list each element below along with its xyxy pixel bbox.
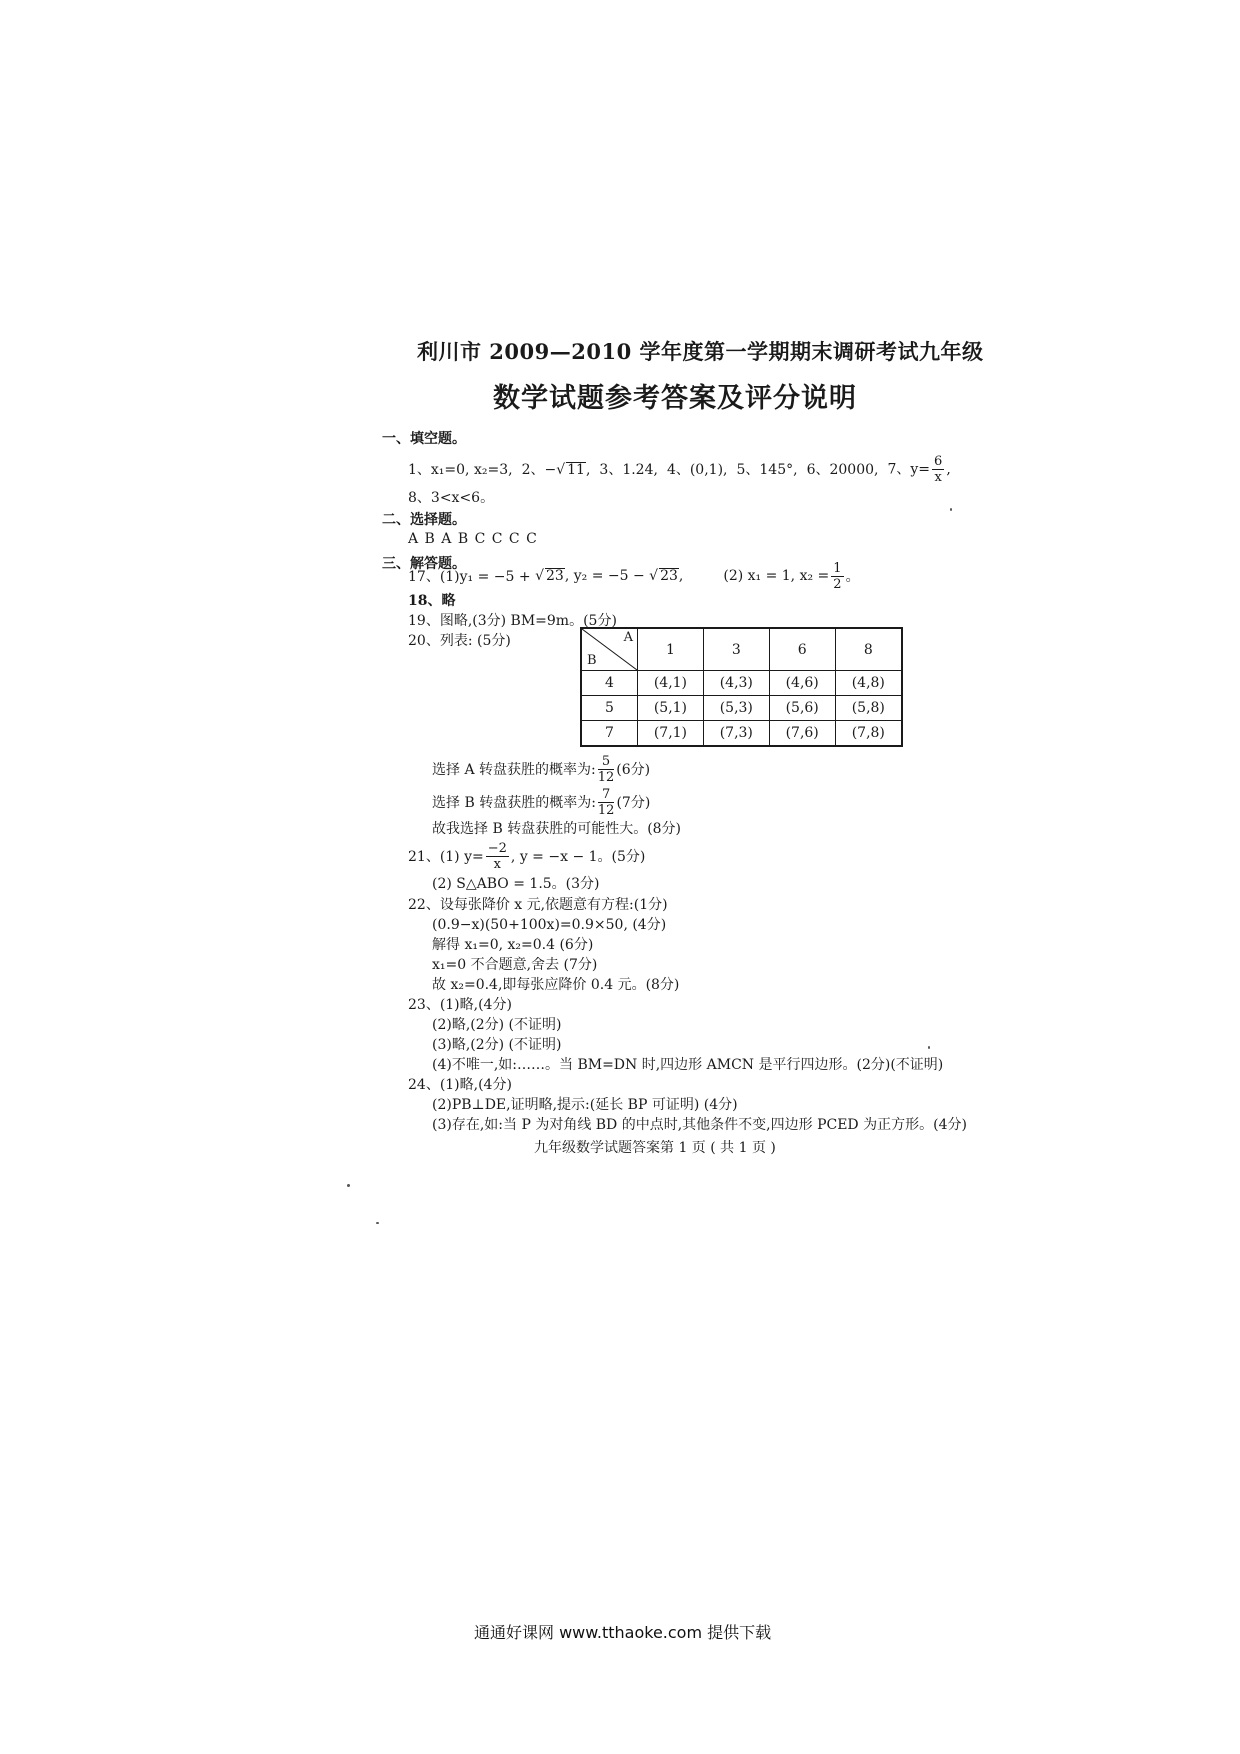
q22-line-5: 故 x₂=0.4,即每张应降价 0.4 元。(8分): [432, 977, 680, 993]
scan-speck: [347, 1184, 350, 1187]
corner-label-a: A: [623, 630, 633, 645]
answer-5: 5、145°,: [736, 462, 798, 478]
column-header: 8: [835, 628, 902, 671]
q23-line-3: (3)略,(2分) (不证明): [432, 1037, 562, 1053]
table-cell: (4,3): [703, 671, 769, 696]
table-cell: (5,1): [638, 696, 704, 721]
title-line-2: 数学试题参考答案及评分说明: [493, 383, 857, 414]
table-corner-cell: [581, 628, 638, 671]
corner-label-b: B: [587, 653, 597, 668]
row-header: 5: [581, 696, 638, 721]
q23-line-2: (2)略,(2分) (不证明): [432, 1017, 562, 1033]
outcome-table: [580, 627, 903, 747]
column-header: 6: [769, 628, 835, 671]
multiple-choice-answers: A B A B C C C C: [408, 531, 538, 547]
q22-line-3: 解得 x₁=0, x₂=0.4 (6分): [432, 937, 594, 953]
q21-part-1: 21、(1) y= $\frac{-2}{x}$ , y = −x − 1。(5分): [408, 840, 646, 872]
q23-line-1: 23、(1)略,(4分): [408, 997, 512, 1013]
table-cell: (7,8): [835, 721, 902, 747]
q23-line-4: (4)不唯一,如:……。当 BM=DN 时,四边形 AMCN 是平行四边形。(2分)(不证明): [432, 1057, 944, 1073]
section-3-heading: 三、解答题。: [382, 556, 466, 572]
answer-1: 1、x₁=0, x₂=3,: [408, 462, 513, 478]
fraction: $\frac{7}{12}$: [597, 786, 615, 818]
q20-conclusion: 故我选择 B 转盘获胜的可能性大。(8分): [432, 821, 682, 837]
q21-part-2: (2) S△ABO = 1.5。(3分): [432, 876, 600, 892]
q22-line-1: 22、设每张降价 x 元,依题意有方程:(1分): [408, 897, 668, 913]
fraction: $\frac{5}{12}$: [597, 753, 615, 785]
q17-answer: 17、(1)y₁ = −5 + √ 23 , y₂ = −5 − √ 23 , (2) x₁ = 1, x₂ = $\frac{1}{2}$ 。: [408, 560, 860, 592]
table-cell: (4,6): [769, 671, 835, 696]
table-cell: (5,3): [703, 696, 769, 721]
table-cell: (7,1): [638, 721, 704, 747]
fraction: $\frac{-2}{x}$: [487, 840, 507, 872]
q20-heading: 20、列表: (5分): [408, 633, 511, 649]
section-1-heading: 一、填空题。: [382, 431, 466, 447]
answer-2: 2、−√ 11,: [521, 462, 591, 478]
q19-answer: 19、图略,(3分) BM=9m。(5分): [408, 613, 617, 629]
table-cell: (7,6): [769, 721, 835, 747]
table-row: [581, 671, 902, 696]
fraction: $\frac{1}{2}$: [833, 560, 842, 592]
q20-probability-b: 选择 B 转盘获胜的概率为: $\frac{7}{12}$ (7分): [432, 786, 651, 818]
page-footer: 九年级数学试题答案第 1 页 ( 共 1 页 ): [534, 1140, 776, 1156]
table-cell: (7,3): [703, 721, 769, 747]
answer-4: 4、(0,1),: [666, 462, 728, 478]
q18-answer: 18、略: [408, 593, 456, 609]
answer-8: 8、3<x<6。: [408, 490, 495, 506]
table-row: [581, 721, 902, 747]
q24-line-3: (3)存在,如:当 P 为对角线 BD 的中点时,其他条件不变,四边形 PCED 为正方形。(4分): [432, 1117, 967, 1133]
answer-7: 7、y= $\frac{6}{x}$ ,: [887, 453, 951, 485]
site-footer: 通通好课网 www.tthaoke.com 提供下载: [474, 1623, 772, 1642]
table-cell: (5,8): [835, 696, 902, 721]
scan-speck: [950, 508, 952, 511]
fraction: $\frac{6}{x}$: [934, 453, 943, 485]
fill-in-answers-line-1: [408, 451, 951, 487]
table-row: [581, 696, 902, 721]
table-cell: (4,1): [638, 671, 704, 696]
answer-3: 3、1.24,: [599, 462, 658, 478]
table-cell: (5,6): [769, 696, 835, 721]
q22-line-2: (0.9−x)(50+100x)=0.9×50, (4分): [432, 917, 667, 933]
title-line-1: 利川市 2009—2010 学年度第一学期期末调研考试九年级: [417, 339, 984, 364]
scan-speck: [376, 1222, 379, 1224]
column-header: 1: [638, 628, 704, 671]
section-2-heading: 二、选择题。: [382, 512, 466, 528]
q24-line-1: 24、(1)略,(4分): [408, 1077, 512, 1093]
row-header: 4: [581, 671, 638, 696]
column-header: 3: [703, 628, 769, 671]
row-header: 7: [581, 721, 638, 747]
scan-speck: [928, 1046, 930, 1049]
q24-line-2: (2)PB⊥DE,证明略,提示:(延长 BP 可证明) (4分): [432, 1097, 738, 1113]
q20-probability-a: 选择 A 转盘获胜的概率为: $\frac{5}{12}$ (6分): [432, 753, 651, 785]
q22-line-4: x₁=0 不合题意,舍去 (7分): [432, 957, 598, 973]
table-cell: (4,8): [835, 671, 902, 696]
answer-6: 6、20000,: [806, 462, 879, 478]
